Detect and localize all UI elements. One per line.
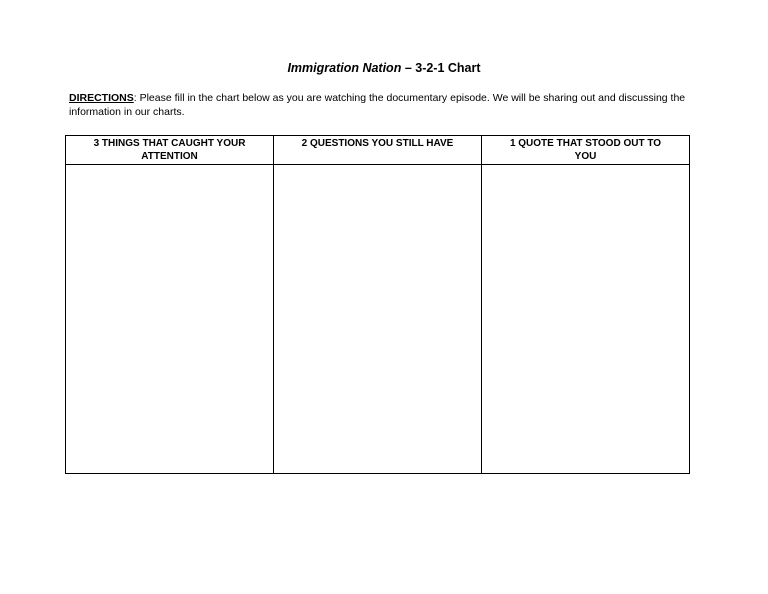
cell-questions[interactable] [274, 165, 482, 474]
cell-quote[interactable] [482, 165, 690, 474]
directions-paragraph [69, 91, 697, 119]
column-header-questions: 2 QUESTIONS YOU STILL HAVE [274, 136, 482, 165]
directions-text: : Please fill in the chart below as you are watching the documentary episode. We will be sharing out and discussing the information in our charts. [69, 92, 686, 118]
column-header-quote: 1 QUOTE THAT STOOD OUT TO YOU [482, 136, 690, 165]
document-title [0, 61, 768, 75]
title-italic-part: Immigration Nation [287, 61, 402, 75]
column-header-things: 3 THINGS THAT CAUGHT YOUR ATTENTION [66, 136, 274, 165]
chart-header-row [66, 136, 690, 165]
cell-things[interactable] [66, 165, 274, 474]
directions-label: DIRECTIONS [69, 92, 134, 104]
chart-body-row [66, 165, 690, 474]
three-two-one-chart [65, 135, 690, 474]
title-rest: – 3-2-1 Chart [401, 61, 481, 75]
